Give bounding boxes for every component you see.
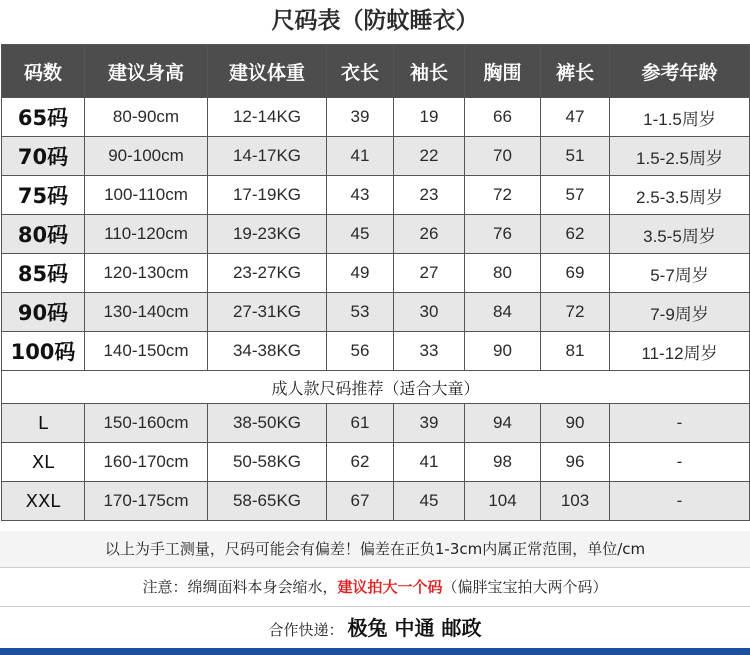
pants-length-cell: 103 [541,482,610,521]
age-cell: 11-12周岁 [610,332,750,371]
height-cell: 160-170cm [85,443,208,482]
table-row [2,293,750,332]
age-cell: 5-7周岁 [610,254,750,293]
age-cell: - [610,404,750,443]
sleeve-length-cell: 23 [394,176,465,215]
divider [0,567,750,568]
chest-cell: 94 [465,404,541,443]
pants-length-cell: 96 [541,443,610,482]
sleeve-length-cell: 33 [394,332,465,371]
age-cell: 1-1.5周岁 [610,98,750,137]
top-length-cell: 39 [327,98,394,137]
pants-length-cell: 81 [541,332,610,371]
size-cell: 75码 [2,176,85,215]
table-row [2,137,750,176]
divider [0,606,750,607]
sleeve-length-cell: 27 [394,254,465,293]
size-cell: XL [2,443,85,482]
height-cell: 150-160cm [85,404,208,443]
height-cell: 110-120cm [85,215,208,254]
top-length-cell: 49 [327,254,394,293]
height-cell: 90-100cm [85,137,208,176]
top-length-cell: 41 [327,137,394,176]
header-height: 建议身高 [85,45,208,98]
courier-line [0,608,750,648]
size-cell: L [2,404,85,443]
height-cell: 100-110cm [85,176,208,215]
weight-cell: 17-19KG [208,176,327,215]
sleeve-length-cell: 30 [394,293,465,332]
measurement-note: 以上为手工测量，尺码可能会有偏差！偏差在正负1-3cm内属正常范围，单位/cm [0,531,750,567]
chest-cell: 66 [465,98,541,137]
fabric-note-suffix: （偏胖宝宝拍大两个码） [442,578,608,596]
height-cell: 120-130cm [85,254,208,293]
chest-cell: 70 [465,137,541,176]
top-length-cell: 56 [327,332,394,371]
sleeve-length-cell: 22 [394,137,465,176]
header-age: 参考年龄 [610,45,750,98]
weight-cell: 14-17KG [208,137,327,176]
size-cell: 70码 [2,137,85,176]
pants-length-cell: 57 [541,176,610,215]
top-length-cell: 67 [327,482,394,521]
sleeve-length-cell: 41 [394,443,465,482]
top-length-cell: 62 [327,443,394,482]
top-length-cell: 53 [327,293,394,332]
header-weight: 建议体重 [208,45,327,98]
sleeve-length-cell: 45 [394,482,465,521]
pants-length-cell: 47 [541,98,610,137]
weight-cell: 58-65KG [208,482,327,521]
adult-section-title: 成人款尺码推荐（适合大童） [2,371,750,404]
size-cell: 65码 [2,98,85,137]
header-pants-length: 裤长 [541,45,610,98]
sleeve-length-cell: 19 [394,98,465,137]
height-cell: 140-150cm [85,332,208,371]
size-cell: 90码 [2,293,85,332]
sleeve-length-cell: 26 [394,215,465,254]
weight-cell: 19-23KG [208,215,327,254]
table-row [2,98,750,137]
courier-names: 极兔 中通 邮政 [347,616,482,640]
chest-cell: 90 [465,332,541,371]
table-row [2,215,750,254]
top-length-cell: 45 [327,215,394,254]
size-cell: 85码 [2,254,85,293]
size-cell: 100码 [2,332,85,371]
table-header-row [2,45,750,98]
weight-cell: 50-58KG [208,443,327,482]
chart-title: 尺码表（防蚊睡衣） [271,8,479,34]
pants-length-cell: 72 [541,293,610,332]
age-cell: 1.5-2.5周岁 [610,137,750,176]
courier-label: 合作快递： [268,621,344,639]
table-row [2,443,750,482]
pants-length-cell: 62 [541,215,610,254]
pants-length-cell: 69 [541,254,610,293]
header-chest: 胸围 [465,45,541,98]
pants-length-cell: 90 [541,404,610,443]
table-row [2,254,750,293]
size-table [1,44,750,521]
chest-cell: 72 [465,176,541,215]
top-length-cell: 43 [327,176,394,215]
top-length-cell: 61 [327,404,394,443]
height-cell: 130-140cm [85,293,208,332]
height-cell: 170-175cm [85,482,208,521]
age-cell: - [610,443,750,482]
pants-length-cell: 51 [541,137,610,176]
fabric-note [0,569,750,605]
chest-cell: 98 [465,443,541,482]
header-sleeve-length: 袖长 [394,45,465,98]
weight-cell: 34-38KG [208,332,327,371]
sleeve-length-cell: 39 [394,404,465,443]
table-row [2,404,750,443]
age-cell: 3.5-5周岁 [610,215,750,254]
age-cell: 7-9周岁 [610,293,750,332]
table-row [2,482,750,521]
age-cell: 2.5-3.5周岁 [610,176,750,215]
table-row [2,332,750,371]
header-top-length: 衣长 [327,45,394,98]
bottom-accent-bar [0,648,750,655]
weight-cell: 27-31KG [208,293,327,332]
size-up-advice: 建议拍大一个码 [337,578,443,596]
adult-section-row [2,371,750,404]
weight-cell: 12-14KG [208,98,327,137]
size-cell: 80码 [2,215,85,254]
weight-cell: 38-50KG [208,404,327,443]
table-row [2,176,750,215]
height-cell: 80-90cm [85,98,208,137]
weight-cell: 23-27KG [208,254,327,293]
chest-cell: 104 [465,482,541,521]
header-size: 码数 [2,45,85,98]
chest-cell: 80 [465,254,541,293]
fabric-note-prefix: 注意：绵绸面料本身会缩水， [142,578,338,596]
size-cell: XXL [2,482,85,521]
age-cell: - [610,482,750,521]
chest-cell: 84 [465,293,541,332]
chest-cell: 76 [465,215,541,254]
